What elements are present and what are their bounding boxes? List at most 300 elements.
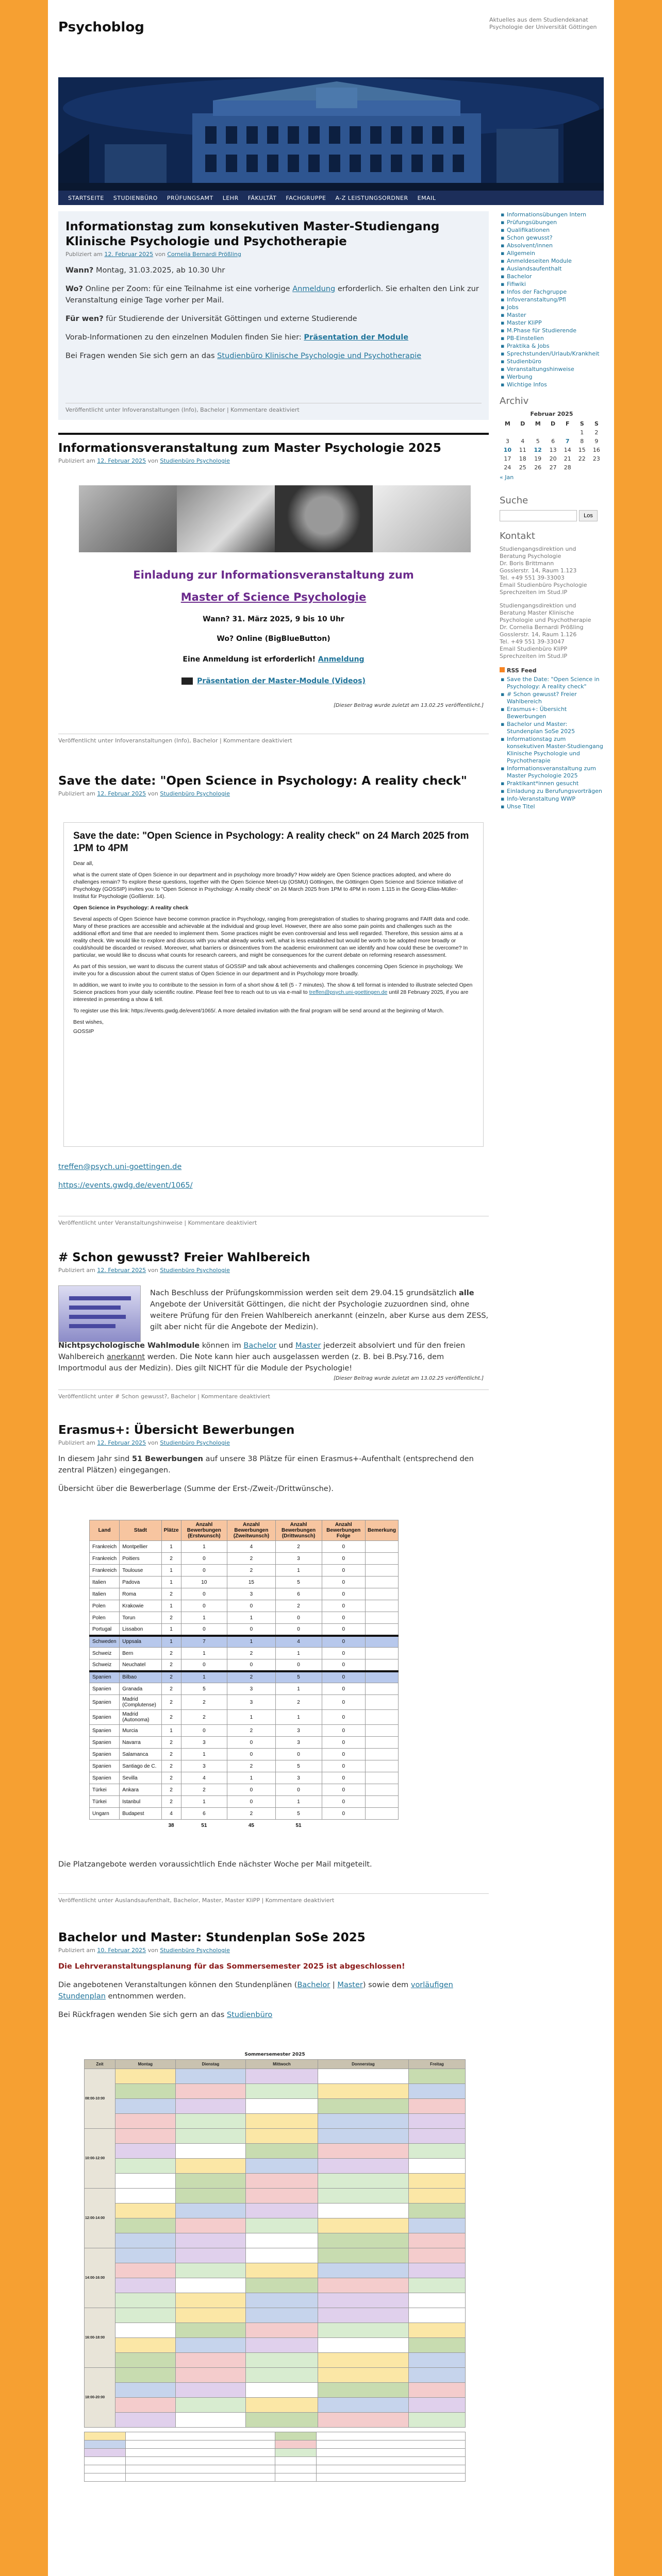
rss-item-link[interactable]: ▪ Info-Veranstaltung WWP xyxy=(507,795,604,803)
site-title[interactable]: Psychoblog xyxy=(58,20,144,35)
nav-item-email[interactable]: EMAIL xyxy=(417,194,436,201)
table-cell: 2 xyxy=(161,1659,181,1671)
calendar-day: 20 xyxy=(549,455,557,462)
table-row xyxy=(90,1796,399,1808)
table-cell: 2 xyxy=(181,1710,227,1725)
search-button[interactable]: Los xyxy=(579,510,598,521)
table-cell: 10 xyxy=(181,1577,227,1588)
schedule-cell xyxy=(246,2084,318,2099)
schedule-alert: Die Lehrveranstaltungsplanung für das Sommersemester 2025 ist abgeschlossen! xyxy=(58,1962,405,1971)
schedule-cell xyxy=(115,2189,176,2204)
calendar-day: 5 xyxy=(536,438,540,445)
post-title[interactable]: Informationstag zum konsekutiven Master-Studiengang Klinische Psychologie und Psychotherapie xyxy=(65,220,440,248)
schedule-row xyxy=(85,2233,466,2248)
schedule-cell xyxy=(175,2323,246,2338)
sidebar-category-link[interactable]: ▪ Sprechstunden/Urlaub/Krankheit xyxy=(507,350,604,358)
table-cell: 1 xyxy=(181,1541,227,1553)
table-row xyxy=(90,1749,399,1760)
sidebar-category-link[interactable]: ▪ Wichtige Infos xyxy=(507,381,604,388)
post-author-link[interactable]: Cornelia Bernardi Prößling xyxy=(167,251,241,258)
post-author-link[interactable]: Studienbüro Psychologie xyxy=(160,1439,230,1446)
schedule-cell xyxy=(175,2413,246,2428)
table-cell: Polen xyxy=(90,1600,120,1612)
table-cell: 1 xyxy=(161,1636,181,1648)
schedule-cell xyxy=(115,2233,176,2248)
schedule-cell xyxy=(246,2069,318,2084)
search-input[interactable] xyxy=(500,510,577,521)
post-author-link[interactable]: Studienbüro Psychologie xyxy=(160,790,230,797)
module-video-link[interactable]: Präsentation der Master-Module (Videos) xyxy=(197,677,366,685)
sidebar-category-link[interactable]: ▪ Infoveranstaltung/Pfl xyxy=(507,296,604,303)
table-cell: 5 xyxy=(181,1683,227,1695)
invitation-link-wrap xyxy=(58,591,489,603)
schedule-cell xyxy=(408,2248,465,2263)
schedule-cell xyxy=(408,2233,465,2248)
table-cell xyxy=(365,1710,398,1725)
post-erasmus xyxy=(58,1417,489,1911)
table-cell: Türkei xyxy=(90,1784,120,1796)
schedule-cell xyxy=(246,2144,318,2159)
sidebar-category-link[interactable]: ▪ Studienbüro xyxy=(507,358,604,365)
table-cell: Toulouse xyxy=(120,1565,161,1577)
post-klipp-infotag xyxy=(58,211,489,420)
sidebar-category-link[interactable]: ▪ Absolvent/innen xyxy=(507,242,604,249)
contact-line: Dr. Cornelia Bernardi Prößling xyxy=(500,624,584,631)
calendar-day: 13 xyxy=(549,447,557,453)
calendar-weekday: D xyxy=(551,420,556,427)
calendar-prev-link[interactable]: « Jan xyxy=(500,474,514,481)
card-para: GOSSIP xyxy=(73,1028,94,1035)
erasmus-column-header: Anzahl Bewerbungen Folge xyxy=(322,1520,365,1541)
event-link[interactable]: https://events.gwdg.de/event/1065/ xyxy=(58,1181,193,1190)
master-psychologie-link[interactable]: Master of Science Psychologie xyxy=(180,591,367,603)
post-date-link[interactable]: 12. Februar 2025 xyxy=(97,790,146,797)
erasmus-closing: Die Platzangebote werden voraussichtlich Ende nächster Woche per Mail mitgeteilt. xyxy=(58,1860,372,1869)
table-cell: 1 xyxy=(161,1577,181,1588)
table-cell: 2 xyxy=(275,1600,322,1612)
schedule-row xyxy=(85,2218,466,2233)
table-cell: 0 xyxy=(181,1725,227,1737)
table-cell: 4 xyxy=(161,1808,181,1820)
post-title[interactable]: Erasmus+: Übersicht Bewerbungen xyxy=(58,1423,295,1437)
schedule-day-header: Mittwoch xyxy=(246,2060,318,2069)
post-title[interactable]: Informationsveranstaltung zum Master Psychologie 2025 xyxy=(58,442,441,455)
table-cell: 3 xyxy=(275,1553,322,1565)
table-row xyxy=(90,1624,399,1636)
post-date-link[interactable]: 12. Februar 2025 xyxy=(97,1439,146,1446)
schedule-cell xyxy=(246,2368,318,2383)
schedule-cell xyxy=(408,2263,465,2278)
table-cell: 2 xyxy=(161,1784,181,1796)
schedule-row xyxy=(85,2308,466,2323)
calendar-day: 15 xyxy=(578,447,586,453)
table-cell: 0 xyxy=(275,1659,322,1671)
schedule-cell xyxy=(318,2398,408,2413)
schedule-cell xyxy=(246,2398,318,2413)
table-total-cell xyxy=(322,1820,365,1832)
table-cell: 0 xyxy=(227,1624,275,1636)
table-cell: Poitiers xyxy=(120,1553,161,1565)
erasmus-table xyxy=(89,1520,399,1832)
erasmus-column-header: Anzahl Bewerbungen (Zweitwunsch) xyxy=(227,1520,275,1541)
calendar-day xyxy=(575,463,589,472)
table-cell: 6 xyxy=(181,1808,227,1820)
table-cell xyxy=(365,1796,398,1808)
table-cell: Frankreich xyxy=(90,1541,120,1553)
calendar-day: 21 xyxy=(564,455,571,462)
sidebar-category-link[interactable]: ▪ Master xyxy=(507,312,604,319)
table-cell xyxy=(365,1577,398,1588)
table-cell: 0 xyxy=(322,1612,365,1624)
sidebar-category-link[interactable]: ▪ Praktika & Jobs xyxy=(507,343,604,350)
table-cell: 0 xyxy=(322,1659,365,1671)
table-total-cell: 45 xyxy=(248,1822,254,1828)
table-cell: 2 xyxy=(181,1695,227,1710)
calendar-day: 14 xyxy=(564,447,571,453)
master-plan-link[interactable]: Master xyxy=(337,1981,363,1989)
schedule-cell xyxy=(246,2129,318,2144)
schedule-cell xyxy=(408,2174,465,2189)
table-cell: Murcia xyxy=(120,1725,161,1737)
schedule-row xyxy=(85,2353,466,2368)
table-cell: 0 xyxy=(181,1553,227,1565)
bachelor-plan-link[interactable]: Bachelor xyxy=(297,1981,330,1989)
sidebar-category-link[interactable]: ▪ Infos der Fachgruppe xyxy=(507,289,604,296)
rss-item-link[interactable]: ▪ Informationstag zum konsekutiven Master-Studiengang Klinische Psychologie und Psychotherapie xyxy=(507,736,604,765)
post-author-link[interactable]: Studienbüro Psychologie xyxy=(160,1947,230,1954)
table-cell: 0 xyxy=(181,1624,227,1636)
erasmus-column-header: Anzahl Bewerbungen (Drittwunsch) xyxy=(275,1520,322,1541)
schedule-cell xyxy=(408,2353,465,2368)
post-title[interactable]: # Schon gewusst? Freier Wahlbereich xyxy=(58,1251,310,1264)
nav-item-studienbuero[interactable]: STUDIENBÜRO xyxy=(113,194,158,201)
table-cell: Ankara xyxy=(120,1784,161,1796)
schedule-cell xyxy=(175,2174,246,2189)
table-cell: 0 xyxy=(181,1565,227,1577)
registration-link[interactable]: Anmeldung xyxy=(318,655,365,664)
table-cell: 0 xyxy=(322,1784,365,1796)
nav-item-leistungsordner[interactable]: A-Z LEISTUNGSORDNER xyxy=(335,194,408,201)
post-links xyxy=(58,1154,193,1191)
table-cell: 1 xyxy=(161,1624,181,1636)
nav-item-fakultaet[interactable]: FÄKULTÄT xyxy=(247,194,277,201)
schedule-cell xyxy=(246,2278,318,2293)
post-author-link[interactable]: Studienbüro Psychologie xyxy=(160,457,230,464)
schedule-cell xyxy=(115,2218,176,2233)
master-link[interactable]: Master xyxy=(295,1342,321,1350)
calendar-day: 3 xyxy=(505,438,509,445)
sidebar-category-link[interactable]: ▪ Veranstaltungshinweise xyxy=(507,366,604,373)
edited-note: [Dieser Beitrag wurde zuletzt am 13.02.25 veröffentlicht.] xyxy=(334,703,484,708)
schedule-cell xyxy=(246,2114,318,2129)
table-cell xyxy=(365,1565,398,1577)
post-title[interactable]: Bachelor und Master: Stundenplan SoSe 2025 xyxy=(58,1931,366,1944)
event-when: Wann? 31. März 2025, 9 bis 10 Uhr xyxy=(203,615,344,623)
table-cell xyxy=(365,1749,398,1760)
contact-line: Dr. Boris Brittmann xyxy=(500,560,554,567)
table-cell: 0 xyxy=(322,1725,365,1737)
nav-item-pruefungsamt[interactable]: PRÜFUNGSAMT xyxy=(167,194,213,201)
contact-block-klipp xyxy=(500,602,604,660)
table-row xyxy=(90,1612,399,1624)
table-cell: 2 xyxy=(161,1588,181,1600)
rss-item-link[interactable]: ▪ Informationsveranstaltung zum Master Psychologie 2025 xyxy=(507,765,604,779)
post-date-link[interactable]: 12. Februar 2025 xyxy=(97,457,146,464)
schedule-day-header: Donnerstag xyxy=(318,2060,408,2069)
site-header xyxy=(58,0,604,77)
table-cell: Portugal xyxy=(90,1624,120,1636)
rss-item-link[interactable]: ▪ # Schon gewusst? Freier Wahlbereich xyxy=(507,691,604,705)
post-title[interactable]: Save the date: "Open Science in Psychology: A reality check" xyxy=(58,774,467,788)
table-cell: 0 xyxy=(322,1710,365,1725)
photo-4 xyxy=(373,485,471,552)
category-list xyxy=(500,211,604,388)
table-total-cell: 38 xyxy=(168,1822,174,1828)
table-cell: Türkei xyxy=(90,1796,120,1808)
calendar-day: 18 xyxy=(519,455,526,462)
calendar-day xyxy=(560,428,575,437)
table-row xyxy=(90,1784,399,1796)
calendar-day[interactable]: 12 xyxy=(534,447,542,453)
card-para: In addition, we want to invite you to contribute to the session in form of a short show & tell (5 - 7 minutes). The show & tell format is intended to illustrate selected Open Science practices from your daily scientific routine. Please feel free to reach out to us via e-mail to treffen@psych.uni-goettingen.de until 28 February 2025, if you are interested in presenting a show & tell. xyxy=(73,982,473,1003)
table-row xyxy=(90,1671,399,1683)
sidebar-category-link[interactable]: ▪ Master KliPP xyxy=(507,319,604,327)
nav-item-fachgruppe[interactable]: FACHGRUPPE xyxy=(286,194,326,201)
schedule-row xyxy=(85,2204,466,2218)
table-cell xyxy=(365,1659,398,1671)
contact-line: Tel. +49 551 39-33003 xyxy=(500,574,565,581)
sidebar-category-link[interactable]: ▪ Schon gewusst? xyxy=(507,234,604,242)
calendar-weekday: M xyxy=(535,420,541,427)
table-cell xyxy=(365,1588,398,1600)
schedule-cell xyxy=(246,2293,318,2308)
schedule-cell xyxy=(115,2338,176,2353)
schedule-time: 16:00-18:00 xyxy=(85,2308,115,2368)
schedule-cell xyxy=(115,2413,176,2428)
schedule-row xyxy=(85,2129,466,2144)
contact-line: Email Studienbüro KliPP xyxy=(500,646,568,652)
schedule-cell xyxy=(115,2383,176,2398)
rss-item-link[interactable]: ▪ Bachelor und Master: Stundenplan SoSe 2025 xyxy=(507,721,604,735)
schedule-cell xyxy=(318,2189,408,2204)
table-cell: 4 xyxy=(227,1541,275,1553)
schedule-cell xyxy=(175,2248,246,2263)
card-email-link[interactable]: treffen@psych.uni-goettingen.de xyxy=(309,989,388,995)
schedule-cell xyxy=(318,2278,408,2293)
header-banner xyxy=(58,77,604,191)
table-cell: 2 xyxy=(161,1648,181,1659)
sidebar-category-link[interactable]: ▪ Allgemein xyxy=(507,250,604,257)
table-cell: Spanien xyxy=(90,1725,120,1737)
calendar-day: 4 xyxy=(521,438,525,445)
calendar-day: 26 xyxy=(534,464,542,471)
invitation-card xyxy=(63,822,484,1147)
schedule-row xyxy=(85,2413,466,2428)
sidebar-category-link[interactable]: ▪ M.Phase für Studierende xyxy=(507,327,604,334)
table-cell: 0 xyxy=(322,1760,365,1772)
schedule-cell xyxy=(246,2174,318,2189)
schedule-cell xyxy=(115,2278,176,2293)
post-author-link[interactable]: Studienbüro Psychologie xyxy=(160,1267,230,1274)
photo-3 xyxy=(275,485,373,552)
table-cell: 2 xyxy=(227,1808,275,1820)
table-cell: Granada xyxy=(120,1683,161,1695)
sidebar-category-link[interactable]: ▪ Anmeldeseiten Module xyxy=(507,258,604,265)
schedule-day-header: Zeit xyxy=(85,2060,115,2069)
schedule-cell xyxy=(175,2144,246,2159)
table-cell: 1 xyxy=(181,1648,227,1659)
sidebar-category-link[interactable]: ▪ PB-Einstellen xyxy=(507,335,604,342)
table-cell: 3 xyxy=(227,1683,275,1695)
sidebar-category-link[interactable]: ▪ Bachelor xyxy=(507,273,604,280)
calendar-day[interactable]: 7 xyxy=(565,438,570,445)
schedule-cell xyxy=(246,2189,318,2204)
card-para: As part of this session, we want to discuss the current status of GOSSIP and talk about achievements and challenges concerning Open Science in psychology. We invite you for a discussion about the current status of Open Science in our department and in Psychology more broadly. xyxy=(73,963,463,977)
table-row xyxy=(90,1636,399,1648)
sidebar-category-link[interactable]: ▪ Prüfungsübungen xyxy=(507,219,604,226)
nav-item-lehr[interactable]: LEHR xyxy=(222,194,239,201)
bachelor-link[interactable]: Bachelor xyxy=(243,1342,277,1350)
schedule-cell xyxy=(175,2368,246,2383)
card-para: Dear all, xyxy=(73,860,94,867)
table-cell: 2 xyxy=(161,1796,181,1808)
studienbuero-klipp-link[interactable]: Studienbüro Klinische Psychologie und Psychotherapie xyxy=(217,352,422,360)
card-title: Save the date: "Open Science in Psychology: A reality check" on 24 March 2025 from 1PM to 4PM xyxy=(73,831,469,854)
table-cell: 3 xyxy=(227,1695,275,1710)
anmeldung-link[interactable]: Anmeldung xyxy=(292,285,336,293)
edited-note: [Dieser Beitrag wurde zuletzt am 13.02.25 veröffentlicht.] xyxy=(334,1376,484,1381)
table-cell xyxy=(365,1671,398,1683)
registration-line: Eine Anmeldung ist erforderlich! Anmeldung xyxy=(183,655,365,664)
table-cell: 1 xyxy=(275,1648,322,1659)
schedule-cell xyxy=(318,2383,408,2398)
post-date-link[interactable]: 10. Februar 2025 xyxy=(97,1947,146,1954)
contact-line: Gosslerstr. 14, Raum 1.123 xyxy=(500,567,577,574)
page xyxy=(48,0,614,2576)
table-cell: 2 xyxy=(161,1553,181,1565)
sidebar-category-link[interactable]: ▪ Auslandsaufenthalt xyxy=(507,265,604,273)
table-cell xyxy=(365,1772,398,1784)
table-cell: 0 xyxy=(322,1695,365,1710)
email-link[interactable]: treffen@psych.uni-goettingen.de xyxy=(58,1163,182,1171)
post-wahlbereich xyxy=(58,1244,489,1406)
schedule-cell xyxy=(408,2278,465,2293)
table-total-cell xyxy=(365,1820,398,1832)
schedule-day-header: Freitag xyxy=(408,2060,465,2069)
schedule-cell xyxy=(246,2353,318,2368)
calendar-day[interactable]: 10 xyxy=(503,447,512,453)
table-cell: 3 xyxy=(275,1725,322,1737)
calendar-day xyxy=(530,428,546,437)
schedule-row xyxy=(85,2368,466,2383)
sidebar-category-link[interactable]: ▪ Qualifikationen xyxy=(507,227,604,234)
preliminary-plan-link[interactable]: vorläufigen Stundenplan xyxy=(58,1981,453,2001)
calendar-week xyxy=(500,446,604,454)
schedule-cell xyxy=(318,2263,408,2278)
table-cell: Spanien xyxy=(90,1772,120,1784)
table-row xyxy=(90,1659,399,1671)
schedule-row xyxy=(85,2263,466,2278)
module-presentation-link[interactable]: Präsentation der Module xyxy=(304,333,409,342)
table-cell: 1 xyxy=(181,1796,227,1808)
table-cell: 1 xyxy=(227,1612,275,1624)
rss-item-link[interactable]: ▪ Uhse Titel xyxy=(507,803,604,810)
rss-item-link[interactable]: ▪ Praktikant*innen gesucht xyxy=(507,780,604,787)
post-date-link[interactable]: 12. Februar 2025 xyxy=(104,251,154,258)
calendar-day: 25 xyxy=(519,464,526,471)
contact-line: Sprechzeiten im Stud.IP xyxy=(500,589,568,596)
calendar-week xyxy=(500,463,604,472)
calendar-day xyxy=(589,463,604,472)
table-cell: 2 xyxy=(161,1683,181,1695)
post-body: Die Lehrveranstaltungsplanung für das Sommersemester 2025 ist abgeschlossen! Die angebotenen Veranstaltungen können den Stundenplänen (Bachelor | Master) sowie dem vorläufigen Stundenplan entnommen werden. Bei Rückfragen wenden Sie sich gern an das Studienbüro xyxy=(58,1961,489,2021)
table-cell: 1 xyxy=(181,1671,227,1683)
schedule-cell xyxy=(408,2144,465,2159)
rss-title: RSS Feed xyxy=(500,667,604,674)
table-cell: 0 xyxy=(275,1612,322,1624)
schedule-cell xyxy=(246,2248,318,2263)
table-cell: Santiago de C. xyxy=(120,1760,161,1772)
table-cell: Polen xyxy=(90,1612,120,1624)
site-description: Aktuelles aus dem Studiendekanat Psychologie der Universität Göttingen xyxy=(489,16,597,30)
schedule-table xyxy=(84,2059,466,2428)
table-cell: 1 xyxy=(275,1710,322,1725)
studienbuero-link[interactable]: Studienbüro xyxy=(226,2011,273,2019)
calendar-weekday: S xyxy=(580,420,584,427)
table-cell: Navarra xyxy=(120,1737,161,1749)
schedule-cell xyxy=(115,2323,176,2338)
contact-line: Gosslerstr. 14, Raum 1.126 xyxy=(500,631,577,638)
schedule-cell xyxy=(408,2323,465,2338)
table-cell xyxy=(365,1636,398,1648)
post-open-science xyxy=(58,768,489,1239)
schedule-cell xyxy=(246,2159,318,2174)
erasmus-column-header: Plätze xyxy=(161,1520,181,1541)
video-icon xyxy=(181,677,193,685)
sidebar-category-link[interactable]: ▪ Fifiwiki xyxy=(507,281,604,288)
table-row xyxy=(90,1725,399,1737)
post-footer: Veröffentlicht unter Veranstaltungshinweise | Kommentare deaktiviert xyxy=(58,1216,489,1226)
table-cell: 2 xyxy=(161,1695,181,1710)
schedule-cell xyxy=(246,2323,318,2338)
table-cell: 7 xyxy=(181,1636,227,1648)
schedule-cell xyxy=(318,2338,408,2353)
rss-item-link[interactable]: ▪ Einladung zu Berufungsvorträgen xyxy=(507,788,604,795)
schedule-cell xyxy=(408,2069,465,2084)
contact-line: Tel. +49 551 39-33047 xyxy=(500,638,565,645)
table-cell: 3 xyxy=(275,1737,322,1749)
schedule-time: 10:00-12:00 xyxy=(85,2129,115,2189)
sidebar-category-link[interactable]: ▪ Informationsübungen Intern xyxy=(507,211,604,218)
card-para: Best wishes, xyxy=(73,1019,104,1025)
table-row xyxy=(90,1565,399,1577)
table-row xyxy=(90,1808,399,1820)
sidebar-category-link[interactable]: ▪ Werbung xyxy=(507,374,604,381)
sidebar-category-link[interactable]: ▪ Jobs xyxy=(507,304,604,311)
post-date-link[interactable]: 12. Februar 2025 xyxy=(97,1267,146,1274)
schedule-cell xyxy=(246,2099,318,2114)
table-cell: 0 xyxy=(227,1749,275,1760)
calendar-day: 16 xyxy=(592,447,600,453)
table-row xyxy=(90,1772,399,1784)
table-row xyxy=(90,1600,399,1612)
rss-item-link[interactable]: ▪ Erasmus+: Übersicht Bewerbungen xyxy=(507,706,604,720)
schedule-cell xyxy=(318,2099,408,2114)
rss-item-link[interactable]: ▪ Save the Date: "Open Science in Psychology: A reality check" xyxy=(507,676,604,690)
table-cell: 1 xyxy=(181,1749,227,1760)
schedule-cell xyxy=(115,2368,176,2383)
nav-item-startseite[interactable]: STARTSEITE xyxy=(68,194,104,201)
